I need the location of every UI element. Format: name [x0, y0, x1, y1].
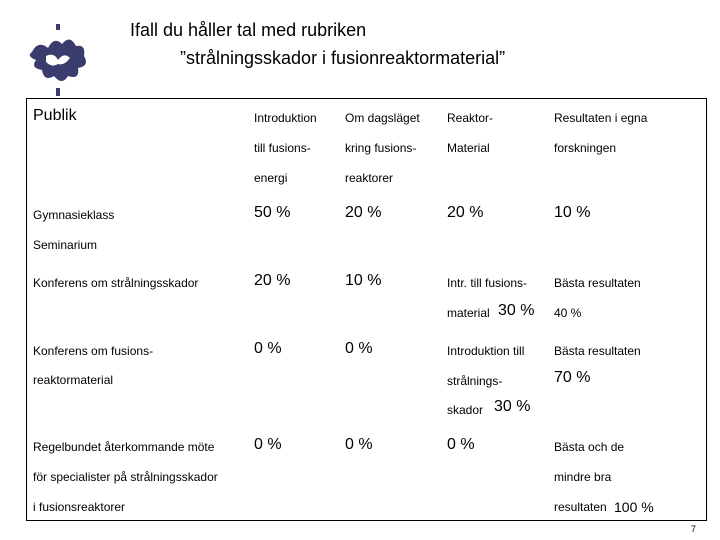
- row-konferens-fusion-label-line1: Konferens om fusions-: [33, 344, 154, 358]
- row-konferens-stralning-col1: 20 %: [254, 272, 291, 289]
- row-konferens-fusion-label-line2: reaktormaterial: [33, 373, 114, 387]
- row-konferens-fusion-col4-value: 70 %: [554, 369, 591, 386]
- page-number: 7: [691, 524, 697, 534]
- row-regelbundet-col2: 0 %: [345, 436, 373, 453]
- row-gymnasieklass-col4: 10 %: [554, 204, 591, 221]
- row-regelbundet-col4-line2: mindre bra: [554, 470, 612, 484]
- row-konferens-fusion-col2: 0 %: [345, 340, 373, 357]
- row-regelbundet-col4-value: 100 %: [614, 499, 654, 515]
- col2-header-line3: reaktorer: [345, 171, 394, 185]
- row-konferens-stralning-col3-line1: Intr. till fusions-: [447, 276, 528, 290]
- col3-header-line1: Reaktor-: [447, 111, 494, 125]
- row-seminarium-label: Seminarium: [33, 238, 98, 252]
- row-konferens-fusion-col3-line2: strålnings-: [447, 374, 503, 388]
- row-gymnasieklass-label: Gymnasieklass: [33, 208, 115, 222]
- row-gymnasieklass-col3: 20 %: [447, 204, 484, 221]
- title-line-2: ”strålningsskador i fusionreaktormaterial”: [180, 48, 506, 68]
- row-konferens-fusion-col4-line1: Bästa resultaten: [554, 344, 641, 358]
- row-regelbundet-col3: 0 %: [447, 436, 475, 453]
- row-konferens-stralning-col4-value: 40 %: [554, 306, 582, 320]
- row-regelbundet-label-line1: Regelbundet återkommande möte: [33, 440, 215, 454]
- row-konferens-stralning-col3-value: 30 %: [498, 302, 535, 319]
- row-regelbundet-col1: 0 %: [254, 436, 282, 453]
- row-konferens-fusion-col3-value: 30 %: [494, 398, 531, 415]
- row-konferens-fusion-col3-line3: skador: [447, 403, 484, 417]
- row-regelbundet-col4-line3: resultaten: [554, 500, 607, 514]
- row-konferens-fusion-col1: 0 %: [254, 340, 282, 357]
- col4-header-line1: Resultaten i egna: [554, 111, 648, 125]
- col1-header-line2: till fusions-: [254, 141, 311, 155]
- col2-header-line2: kring fusions-: [345, 141, 417, 155]
- col1-header-line3: energi: [254, 171, 288, 185]
- row-konferens-stralning-col4-line1: Bästa resultaten: [554, 276, 641, 290]
- table-frame: [26, 98, 707, 521]
- col4-header-line2: forskningen: [554, 141, 617, 155]
- row-konferens-stralning-col2: 10 %: [345, 272, 382, 289]
- col1-header-line1: Introduktion: [254, 111, 317, 125]
- row-konferens-stralning-col3-line2: material: [447, 306, 490, 320]
- row-konferens-stralning-label: Konferens om strålningsskador: [33, 276, 199, 290]
- publik-label: Publik: [33, 107, 77, 124]
- row-regelbundet-col4-line1: Bästa och de: [554, 440, 625, 454]
- title-line-1: Ifall du håller tal med rubriken: [130, 20, 367, 40]
- col2-header-line1: Om dagsläget: [345, 111, 420, 125]
- university-logo-icon: [24, 22, 90, 104]
- row-regelbundet-label-line3: i fusionsreaktorer: [33, 500, 126, 514]
- row-gymnasieklass-col2: 20 %: [345, 204, 382, 221]
- col3-header-line2: Material: [447, 141, 490, 155]
- row-regelbundet-label-line2: för specialister på strålningsskador: [33, 470, 218, 484]
- row-konferens-fusion-col3-line1: Introduktion till: [447, 344, 525, 358]
- row-gymnasieklass-col1: 50 %: [254, 204, 291, 221]
